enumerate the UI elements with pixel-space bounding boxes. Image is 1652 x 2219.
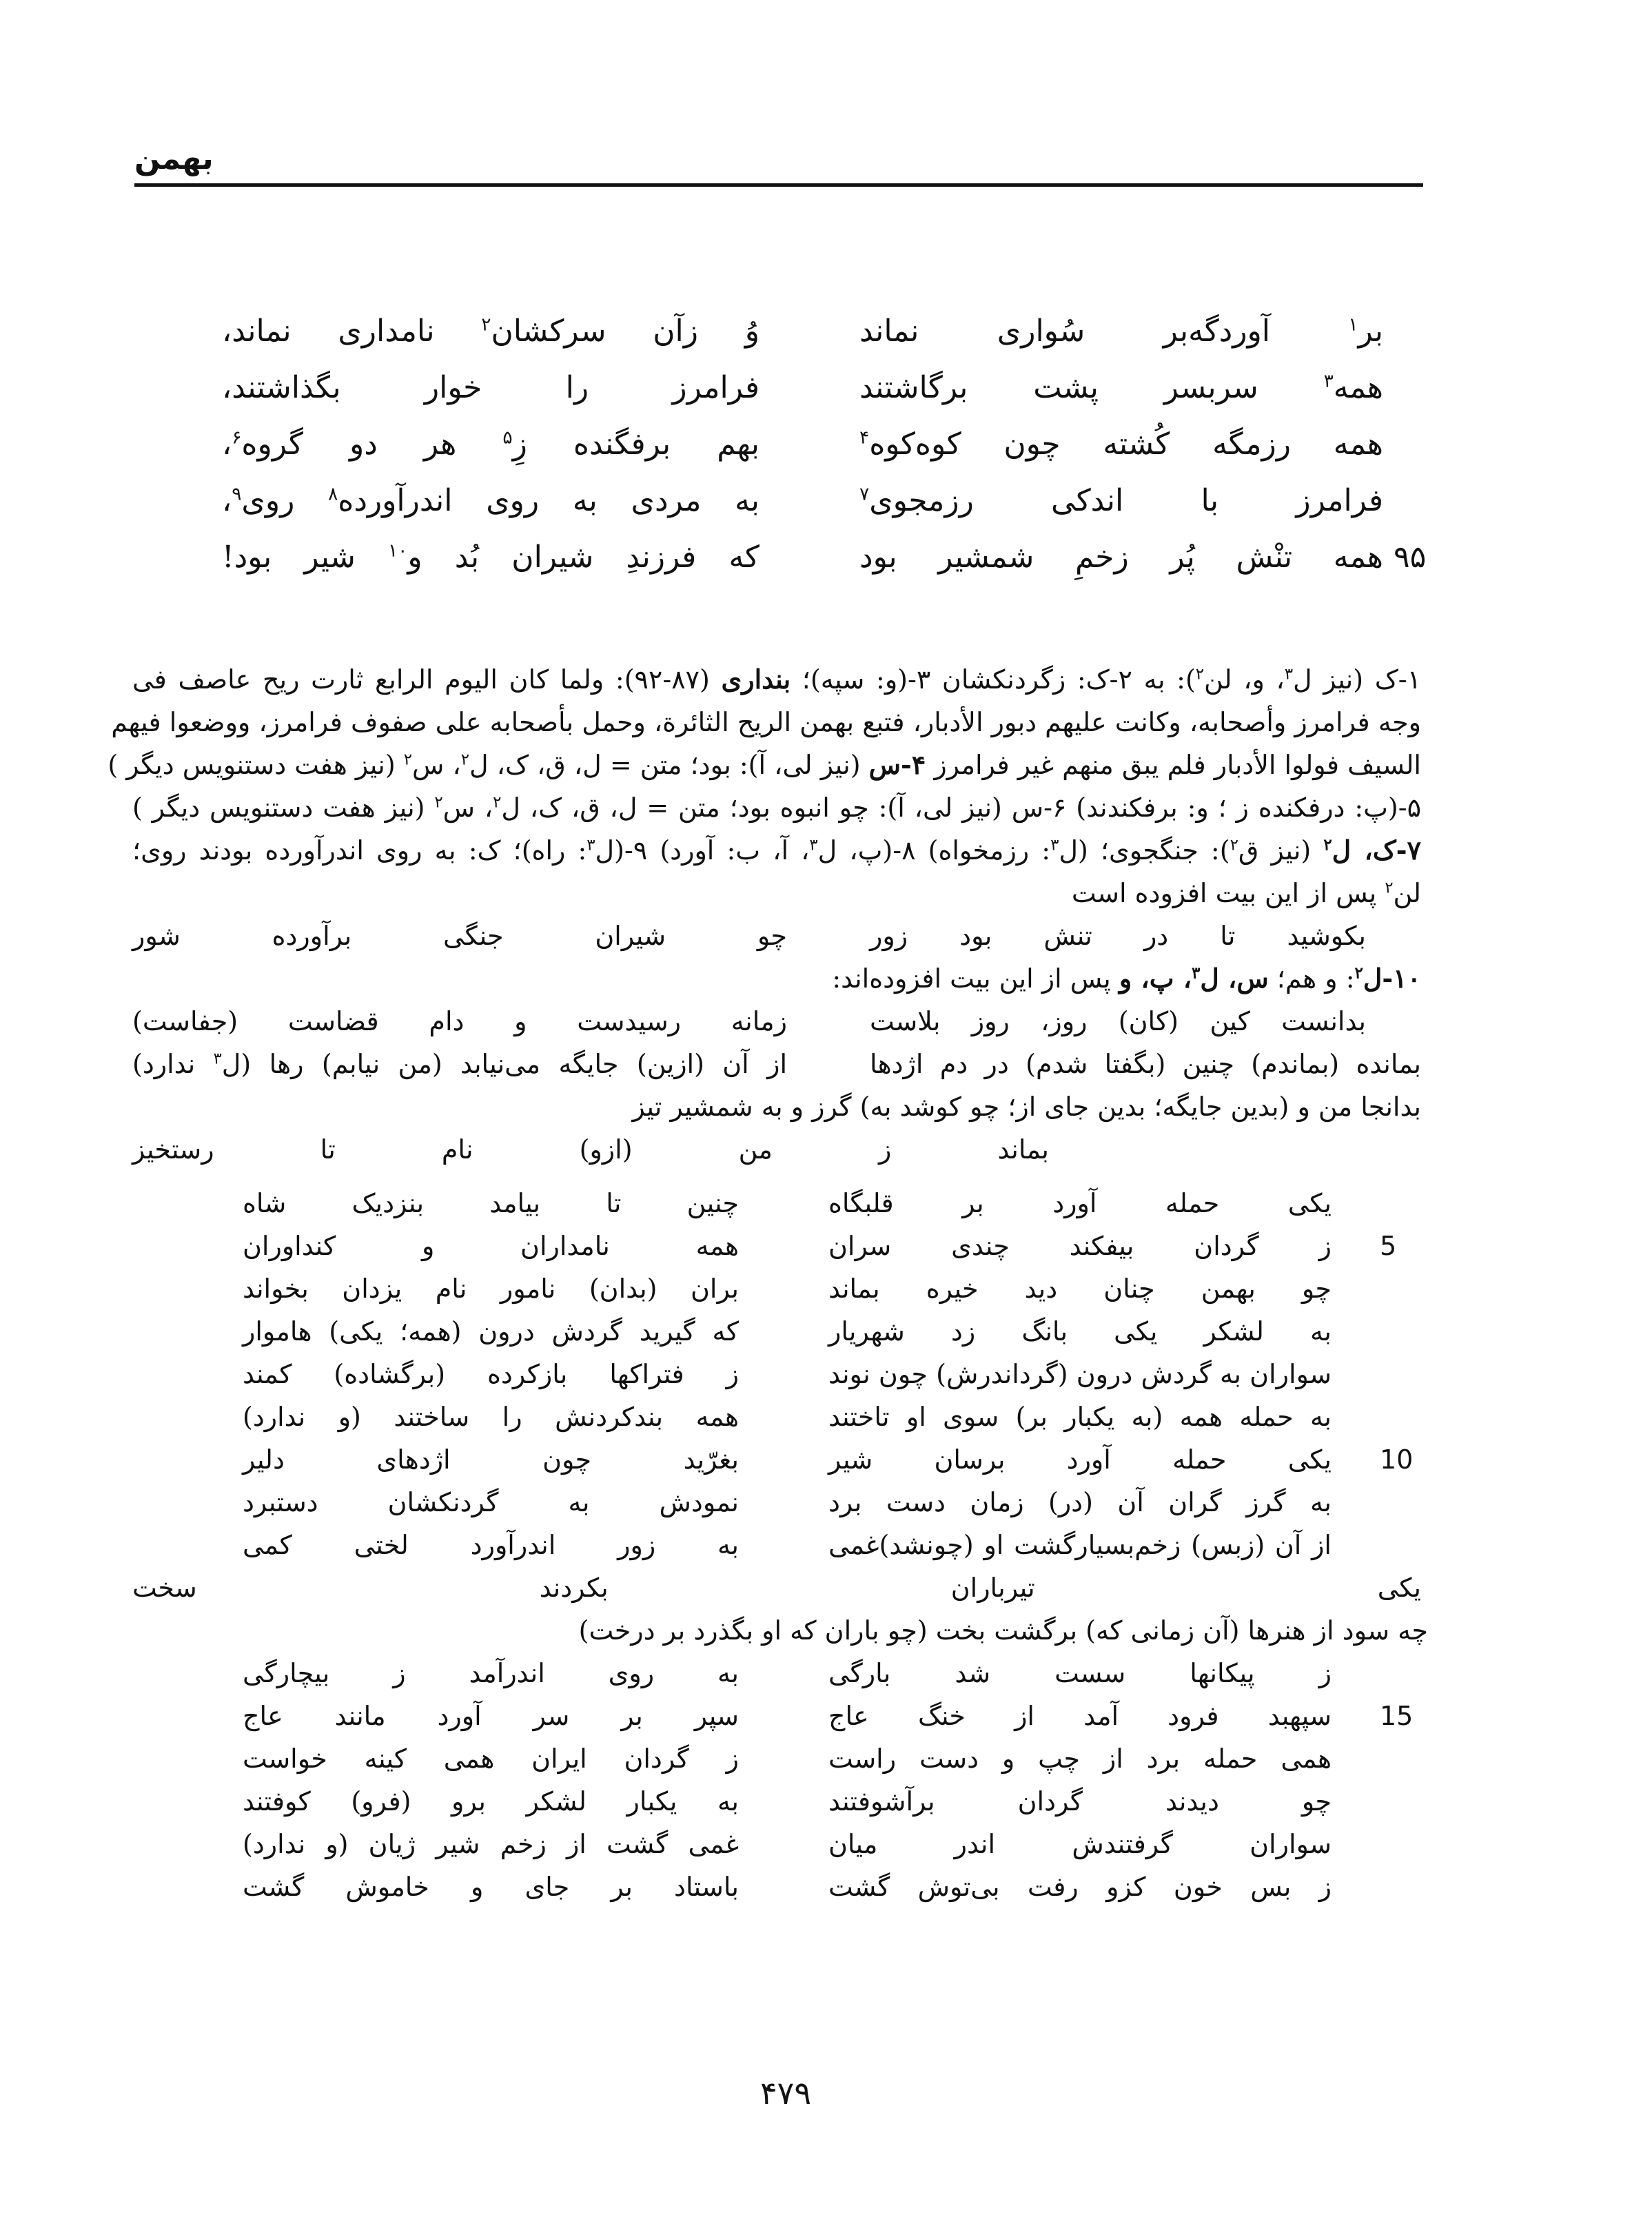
hemistich-left: غمی گشت از زخم شیر ژیان (و ندارد) [243, 1829, 739, 1859]
hemistich-left: چنین تا بیامد بنزدیک شاه [243, 1188, 739, 1218]
hemistich-right: همی حمله برد از چپ و دست راست [828, 1744, 1332, 1774]
footnotes-block [108, 658, 1422, 1171]
hemistich-left: به زور اندرآورد لختی کمی [243, 1530, 739, 1560]
footnote-line: بدانجا من و (بدین جایگه؛ بدین جای از؛ چو کوشد به) گرز و به شمشیر تیز [632, 1092, 1421, 1122]
couplet [132, 1524, 1421, 1566]
hemistich-right: ز پیکانها سست شد بارگی [828, 1658, 1332, 1688]
verse-line [132, 1566, 1421, 1609]
footnote-line: ۱۰-ل$^۲$: و هم؛ س، ل$^۳$، پ، و پس از این بیت افزوده‌اند: [832, 963, 1421, 994]
hemistich-right: به گرز گران آن (در) زمان دست برد [828, 1487, 1332, 1517]
hemistich-right: چو بهمن چنان دید خیره بماند [828, 1274, 1332, 1304]
verse-number: 10 [1380, 1444, 1414, 1475]
couplet [132, 1780, 1421, 1823]
footnote-line: السیف فولوا الأدبار فلم یبق منهم غیر فرامرز ۴-س (نیز لی، آ): بود؛ متن = ل، ق، ک، ل$^۲$، س$^۲$ (نیز هفت دستنویس دیگر ) [108, 749, 1421, 780]
hemistich-right: همه تنْش پُر زخمِ شمشیر بود [859, 540, 1383, 575]
hemistich-left: باستاد بر جای و خاموش گشت [243, 1872, 739, 1902]
hemistich-left: به روی اندرآمد ز بیچارگی [243, 1658, 739, 1688]
hemistich-left: که فرزندِ شیران بُد و$^{۱۰}$ شیر بود! [222, 540, 759, 575]
couplet [132, 1823, 1421, 1865]
hemistich-right: سواران به گردش درون (گرداندرش) چون نوند [828, 1359, 1332, 1389]
hemistich-right: بر$^۱$ آوردگه‌بر سُواری نماند [859, 314, 1383, 349]
hemistich-left: بهم برفگنده زِ$^۵$ هر دو گروه$^۶$، [222, 427, 760, 462]
hemistich-left: همه بندکردنش را ساختند (و ندارد) [243, 1402, 739, 1432]
hemistich-left: به مردی به روی اندرآورده$^۸$ روی$^۹$، [222, 483, 759, 518]
couplet [212, 416, 1383, 473]
verse-number: 5 [1380, 1231, 1397, 1261]
hemistich-left: ز گردان ایران همی کینه خواست [243, 1744, 739, 1774]
hemistich-left: که گیرید گردش درون (همه؛ یکی) هاموار [243, 1316, 739, 1347]
verse-line [132, 1609, 1428, 1652]
couplet [132, 1310, 1421, 1353]
footnote-line: ۱-ک (نیز ل$^۳$، و، لن$^۲$): به ۲-ک: زگردنکشان ۳-(و: سپه)؛ بنداری (۸۷-۹۲): ولما کان الیوم الرابع ثارت ریح عاصف فی [132, 664, 1421, 695]
hemistich-left: همه نامداران و کنداوران [243, 1231, 739, 1261]
hemistich-right: چو دیدند گردان برآشوفتند [828, 1786, 1332, 1817]
hemistich-left: سپر بر سر آورد مانند عاج [243, 1701, 739, 1731]
couplet [212, 360, 1383, 416]
couplet [132, 1865, 1421, 1908]
hemistich-right: سواران گرفتندش اندر میان [828, 1829, 1332, 1859]
hemistich-right: ز گردان بیفکند چندی سران [828, 1231, 1332, 1261]
couplet [132, 1652, 1421, 1695]
running-title: بهمن [134, 141, 214, 176]
hemistich-left: وُ زآن سرکشان$^۲$ نامداری نماند، [222, 314, 759, 349]
hemistich-right: فرامرز با اندکی رزمجوی$^۷$ [859, 483, 1383, 518]
hemistich-left: چو شیران جنگی برآورده شور [132, 921, 787, 951]
footnote-line: بماند ز من (ازو) نام تا رستخیز [132, 1134, 1049, 1165]
couplet [132, 1225, 1421, 1267]
hemistich-left: فرامرز را خوار بگذاشتند، [222, 370, 759, 405]
footnote-line: ۷-ک، ل$^۲$ (نیز ق$^۲$): جنگجوی؛ (ل$^۳$: رزمخواه) ۸-(پ، ل$^۳$، آ، ب: آورد) ۹-(ل$^۳$: راه)؛ ک: به روی اندرآورده بودند روی؛ [132, 835, 1421, 866]
hemistich-left: بغرّید چون اژدهای دلیر [243, 1444, 739, 1475]
hemistich-right: بدانست کین (کان) روز، روز بلاست [870, 1006, 1366, 1036]
couplet [212, 303, 1383, 360]
verse-number: ۹۵ [1394, 540, 1427, 575]
footnote-line: وجه فرامرز وأصحابه، وکانت علیهم دبور الأدبار، فتبع بهمن الریح الثائرة، وحمل بأصحابه علی صفوف فرامرز، ووضعوا فیهم [111, 707, 1421, 737]
hemistich-left: نمودش به گردنکشان دستبرد [243, 1487, 739, 1517]
hemistich-left: بران (بدان) نامور نام یزدان بخواند [243, 1274, 739, 1304]
lower-verse-block [132, 1182, 1428, 1908]
hemistich-left: به یکبار لشکر برو (فرو) کوفتند [243, 1786, 739, 1817]
page-number: ۴۷۹ [759, 2074, 812, 2111]
verse-text: چه سود از هنرها (آن زمانی که) برگشت بخت (چو باران که او بگذرد بر درخت) [578, 1615, 1428, 1646]
hemistich-right: از آن (زبس) زخم‌بسیارگشت او (چونشد)غمی [828, 1530, 1332, 1560]
hemistich-right: به حمله همه (به یکبار بر) سوی او تاختند [828, 1402, 1332, 1432]
couplet [132, 1182, 1421, 1225]
hemistich-right: سپهبد فرود آمد از خنگ عاج [828, 1701, 1332, 1731]
added-couplet [132, 914, 1421, 957]
footnote-line: ۵-(پ: درفکنده ز ؛ و: برفکندند) ۶-س (نیز لی، آ): چو انبوه بود؛ متن = ل، ق، ک، ل$^۲$، س$^۲$ (نیز هفت دستنویس دیگر ) [132, 792, 1422, 823]
couplet [132, 1695, 1421, 1737]
hemistich-right: بمانده (بماندم) چنین (بگفتا شدم) در دم اژدها [870, 1049, 1421, 1079]
verse-text: یکی تیرباران بکردند سخت [132, 1573, 1421, 1603]
header-rule [134, 183, 1423, 187]
hemistich-left: زمانه رسیدست و دام قضاست (جفاست) [132, 1006, 787, 1036]
verse-number: 15 [1380, 1701, 1414, 1731]
hemistich-left: از آن (ازین) جایگه می‌نیابد (من نیابم) رها (ل$^۳$ ندارد) [132, 1049, 787, 1079]
hemistich-right: به لشکر یکی بانگ زد شهریار [828, 1316, 1332, 1347]
footnote-line: لن$^۲$ پس از این بیت افزوده است [1071, 878, 1421, 908]
main-verse-block [212, 303, 1427, 586]
hemistich-right: بکوشید تا در تنش بود زور [870, 921, 1366, 951]
couplet [132, 1395, 1421, 1438]
hemistich-right: ز بس خون کزو رفت بی‌توش گشت [828, 1872, 1332, 1902]
hemistich-right: همه رزمگه کُشته چون کوه‌کوه$^۴$ [859, 427, 1383, 462]
couplet [212, 529, 1427, 586]
hemistich-left: ز فتراکها بازکرده (برگشاده) کمند [243, 1359, 739, 1389]
added-couplet [132, 1000, 1421, 1043]
hemistich-right: یکی حمله آورد برسان شیر [828, 1444, 1332, 1475]
couplet [132, 1353, 1421, 1395]
added-couplet [132, 1043, 1421, 1085]
couplet [212, 473, 1383, 529]
hemistich-right: یکی حمله آورد بر قلبگاه [828, 1188, 1332, 1218]
couplet [132, 1438, 1421, 1481]
couplet [132, 1267, 1421, 1310]
hemistich-right: همه$^۳$ سربسر پشت برگاشتند [859, 370, 1383, 405]
couplet [132, 1481, 1421, 1524]
couplet [132, 1737, 1421, 1780]
